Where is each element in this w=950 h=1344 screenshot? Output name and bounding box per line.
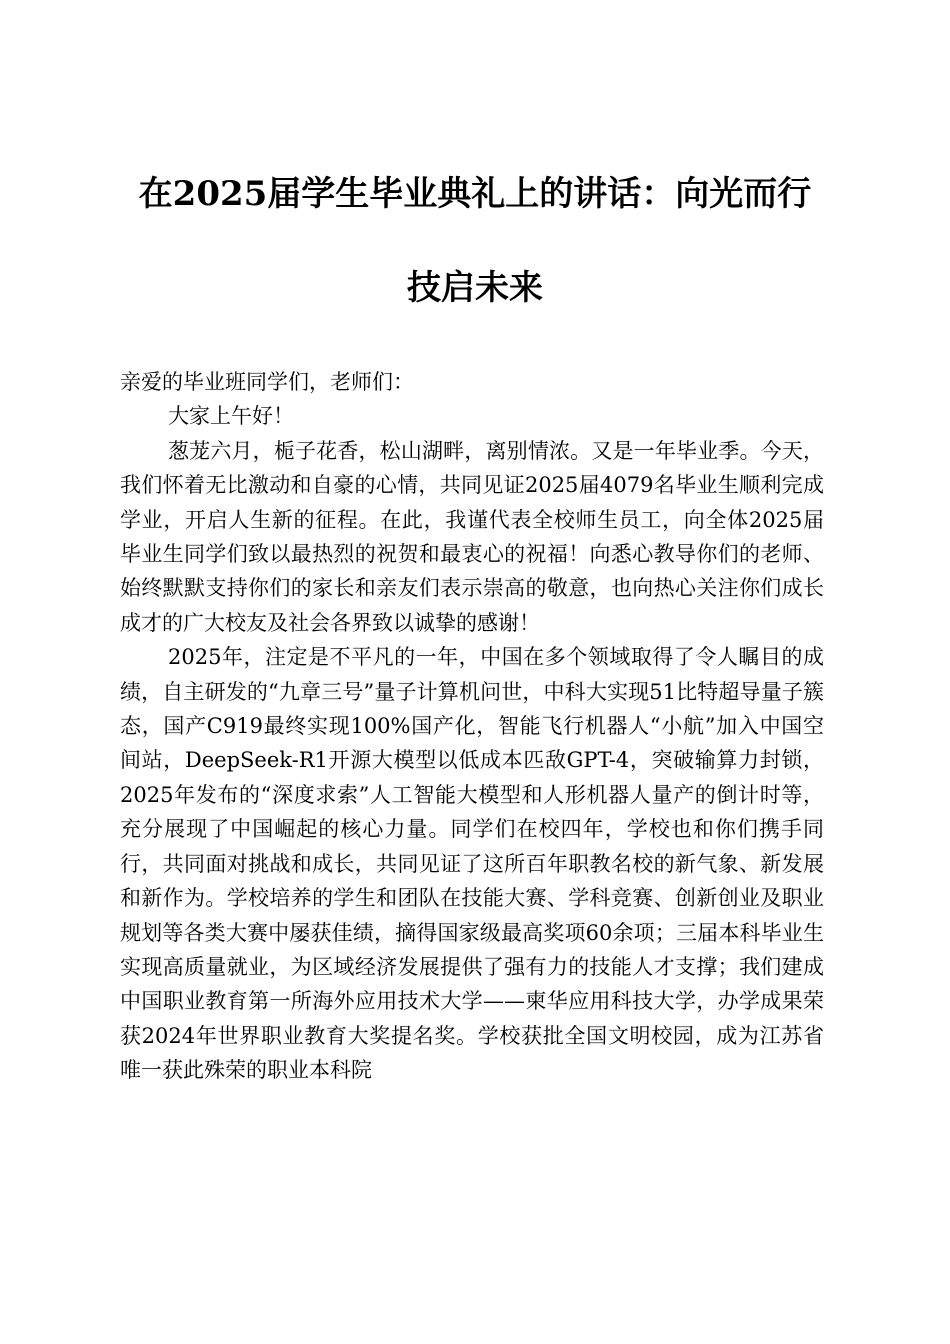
document-body bbox=[120, 365, 824, 1088]
greeting: 大家上午好！ bbox=[168, 404, 294, 429]
salutation: 亲爱的毕业班同学们，老师们： bbox=[120, 370, 414, 394]
document-title-line-1: 在2025届学生毕业典礼上的讲话：向光而行 bbox=[138, 174, 812, 214]
paragraph-1: 葱茏六月，栀子花香，松山湖畔，离别情浓。又是一年毕业季。今天，我们怀着无比激动和自豪的心情，共同见证2025届4079名毕业生顺利完成学业，开启人生新的征程。在此，我谨代表全校师生员工，向全体2025届毕业生同学们致以最热烈的祝贺和最衷心的祝福！向悉心教导你们的老师、始终默默支持你们的家长和亲友们表示崇高的敬意，也向热心关注你们成长成才的广大校友及社会各界致以诚挚的感谢！ bbox=[120, 438, 824, 635]
paragraph-2: 2025年，注定是不平凡的一年，中国在多个领域取得了令人瞩目的成绩，自主研发的“九章三号”量子计算机问世，中科大实现51比特超导量子簇态，国产C919最终实现100%国产化，智能飞行机器人“小航”加入中国空间站，DeepSeek-R1开源大模型以低成本匹敌GPT-4，突破输算力封锁，2025年发布的“深度求索”人工智能大模型和人形机器人量产的倒计时等，充分展现了中国崛起的核心力量。同学们在校四年，学校也和你们携手同行，共同面对挑战和成长，共同见证了这所百年职教名校的新气象、新发展和新作为。学校培养的学生和团队在技能大赛、学科竞赛、创新创业及职业规划等各类大赛中屡获佳绩，摘得国家级最高奖项60余项；三届本科毕业生实现高质量就业，为区域经济发展提供了强有力的技能人才支撑；我们建成中国职业教育第一所海外应用技术大学——柬华应用科技大学，办学成果荣获2024年世界职业教育大奖提名奖。学校获批全国文明校园，成为江苏省唯一获此殊荣的职业本科院 bbox=[120, 645, 824, 1083]
document-title-line-2: 技启未来 bbox=[407, 268, 543, 308]
